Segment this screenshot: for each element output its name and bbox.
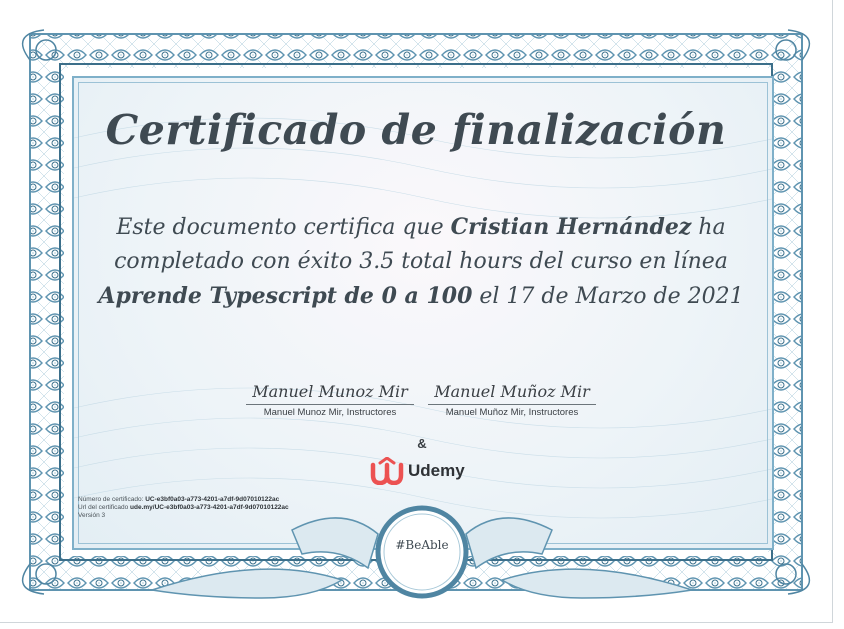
signature-block-2 (426, 380, 598, 418)
udemy-brand (370, 456, 465, 486)
completion-date: el 17 de Marzo de 2021 (479, 284, 744, 309)
certificate-number-label: Número de certificado: (78, 496, 144, 503)
certificate-version: Versión 3 (78, 512, 106, 519)
signature-name: Manuel Muñoz Mir, Instructores (445, 407, 579, 418)
certificate-url-label: Url del certificado (78, 504, 129, 511)
certificate-number-value: UC-e3bf0a03-a773-4201-a7df-9d07010122ac (145, 496, 280, 503)
certificate-statement (90, 210, 752, 314)
certificate-title: Certificado de finalización (105, 106, 727, 154)
signature-script: Manuel Muñoz Mir (434, 382, 590, 401)
statement-intro: Este documento certifica que (116, 215, 444, 240)
signature-line (428, 404, 596, 405)
signature-line (246, 404, 414, 405)
seal-hashtag: #BeAble (395, 538, 449, 552)
signature-script: Manuel Munoz Mir (252, 382, 408, 401)
ribbon-seal-icon (142, 494, 702, 614)
udemy-logo-icon (370, 457, 404, 485)
brand-name: Udemy (408, 461, 465, 480)
signature-name: Manuel Munoz Mir, Instructores (263, 407, 397, 418)
ampersand: & (417, 436, 427, 451)
signature-block-1 (244, 380, 416, 418)
course-name: Aprende Typescript de 0 a 100 (98, 283, 473, 309)
statement-completed: ha completado con éxito 3.5 total hours del curso en línea (114, 215, 728, 274)
certificate-url-value: ude.my/UC-e3bf0a03-a773-4201-a7df-9d07010122ac (130, 504, 289, 511)
recipient-name: Cristian Hernández (450, 214, 692, 240)
